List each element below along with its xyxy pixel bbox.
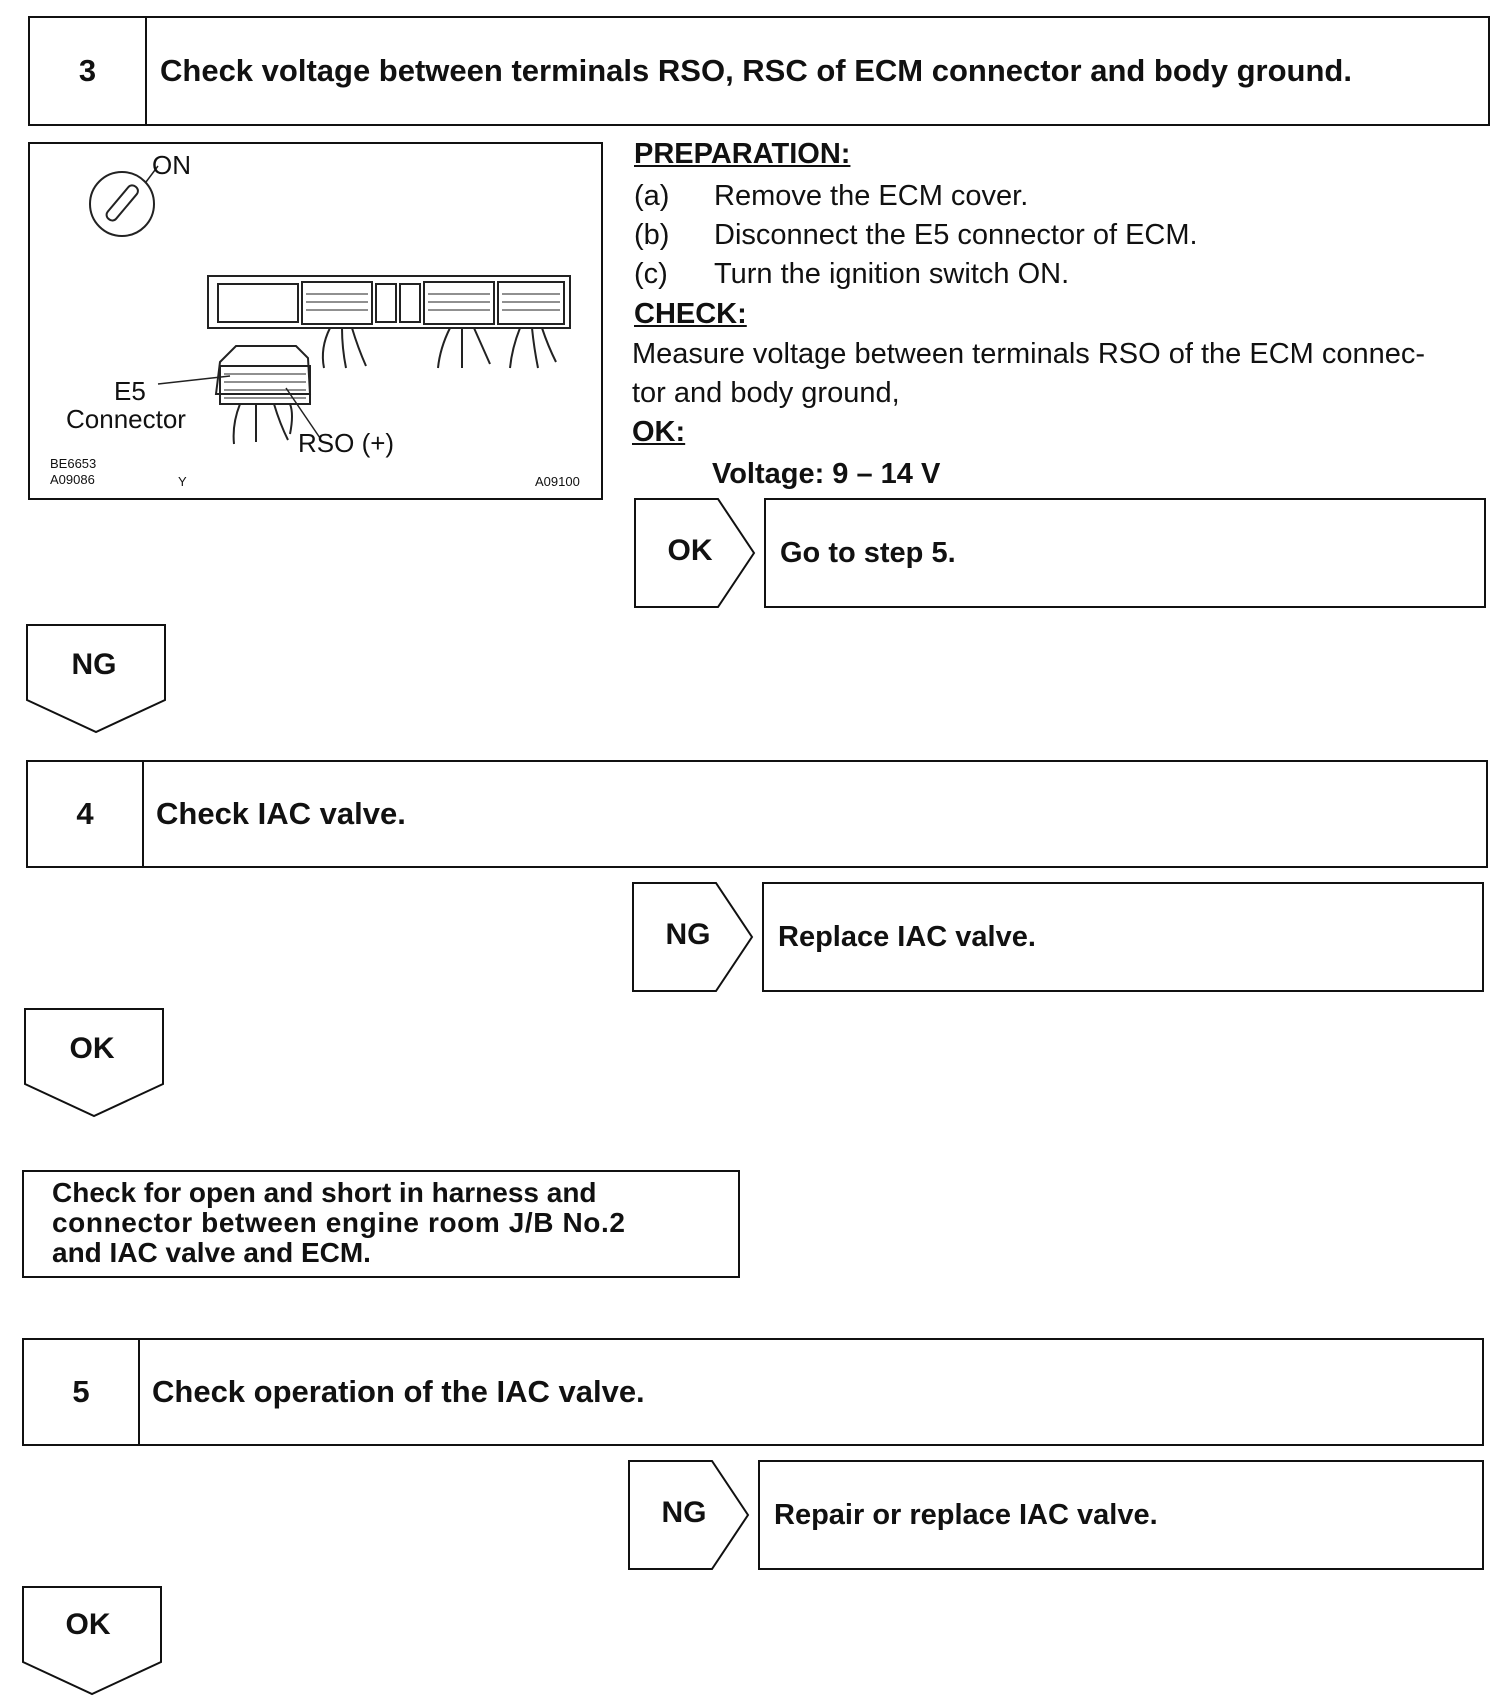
wiring-figure bbox=[28, 142, 603, 500]
figure-code-1: BE6653 bbox=[50, 456, 97, 471]
prep-step-c bbox=[634, 258, 1069, 291]
figure-code-3: Y bbox=[178, 474, 187, 489]
action-line-2: connector between engine room J/B No.2 bbox=[52, 1207, 626, 1238]
rso-terminal-label: RSO (+) bbox=[298, 428, 395, 458]
flow-ng-label: NG bbox=[71, 648, 117, 681]
check-line-2: tor and body ground, bbox=[632, 377, 900, 409]
prep-step-a bbox=[634, 180, 1028, 213]
ignition-on-label: ON bbox=[152, 150, 191, 180]
check-heading: CHECK: bbox=[634, 298, 747, 330]
e5-label: E5 bbox=[114, 376, 146, 406]
prep-step-b-label: (b) bbox=[634, 219, 670, 251]
prep-step-c-label: (c) bbox=[634, 258, 668, 290]
step-3-header bbox=[28, 16, 1490, 126]
figure-code-2: A09086 bbox=[50, 472, 95, 487]
result-4-ng-label: NG bbox=[665, 918, 711, 951]
prep-step-b bbox=[634, 219, 1198, 252]
step-5-number: 5 bbox=[24, 1340, 140, 1444]
figure-code-4: A09100 bbox=[535, 474, 580, 489]
check-line-1: Measure voltage between terminals RSO of the ECM connec- bbox=[632, 338, 1426, 370]
flow-ok-label: OK bbox=[69, 1032, 115, 1065]
result-4-ng-box bbox=[762, 882, 1484, 992]
step-5-title: Check operation of the IAC valve. bbox=[152, 1374, 645, 1409]
connector-label: Connector bbox=[66, 404, 186, 434]
action-line-1: Check for open and short in harness and bbox=[52, 1177, 597, 1208]
action-line-3: and IAC valve and ECM. bbox=[52, 1237, 371, 1268]
result-5-ng-text: Repair or replace IAC valve. bbox=[774, 1498, 1158, 1531]
step-5-header bbox=[22, 1338, 1484, 1446]
prep-step-b-text: Disconnect the E5 connector of ECM. bbox=[714, 219, 1198, 251]
step-4-number: 4 bbox=[28, 762, 144, 866]
result-5-ng-label: NG bbox=[661, 1496, 707, 1529]
e5-connector-icon bbox=[216, 346, 310, 444]
result-3-ok-text: Go to step 5. bbox=[780, 536, 956, 569]
ignition-key-icon bbox=[90, 166, 158, 236]
prep-step-c-text: Turn the ignition switch ON. bbox=[714, 258, 1070, 290]
preparation-heading: PREPARATION: bbox=[634, 138, 851, 170]
step-4-header bbox=[26, 760, 1488, 868]
result-3-ok-label: OK bbox=[667, 534, 713, 567]
step-3-number: 3 bbox=[30, 18, 147, 124]
ecm-unit-icon bbox=[208, 276, 570, 368]
prep-step-a-label: (a) bbox=[634, 180, 670, 212]
prep-step-a-text: Remove the ECM cover. bbox=[714, 180, 1029, 212]
step-4-title: Check IAC valve. bbox=[156, 796, 406, 831]
step-3-title: Check voltage between terminals RSO, RSC of ECM connector and body ground. bbox=[160, 53, 1352, 88]
flow-ok-label-2: OK bbox=[65, 1608, 111, 1641]
ok-spec: Voltage: 9 – 14 V bbox=[712, 458, 941, 490]
result-3-ok-box bbox=[764, 498, 1486, 608]
action-box bbox=[22, 1170, 740, 1278]
ok-heading: OK: bbox=[632, 416, 686, 448]
result-4-ng-text: Replace IAC valve. bbox=[778, 920, 1036, 953]
result-5-ng-box bbox=[758, 1460, 1484, 1570]
